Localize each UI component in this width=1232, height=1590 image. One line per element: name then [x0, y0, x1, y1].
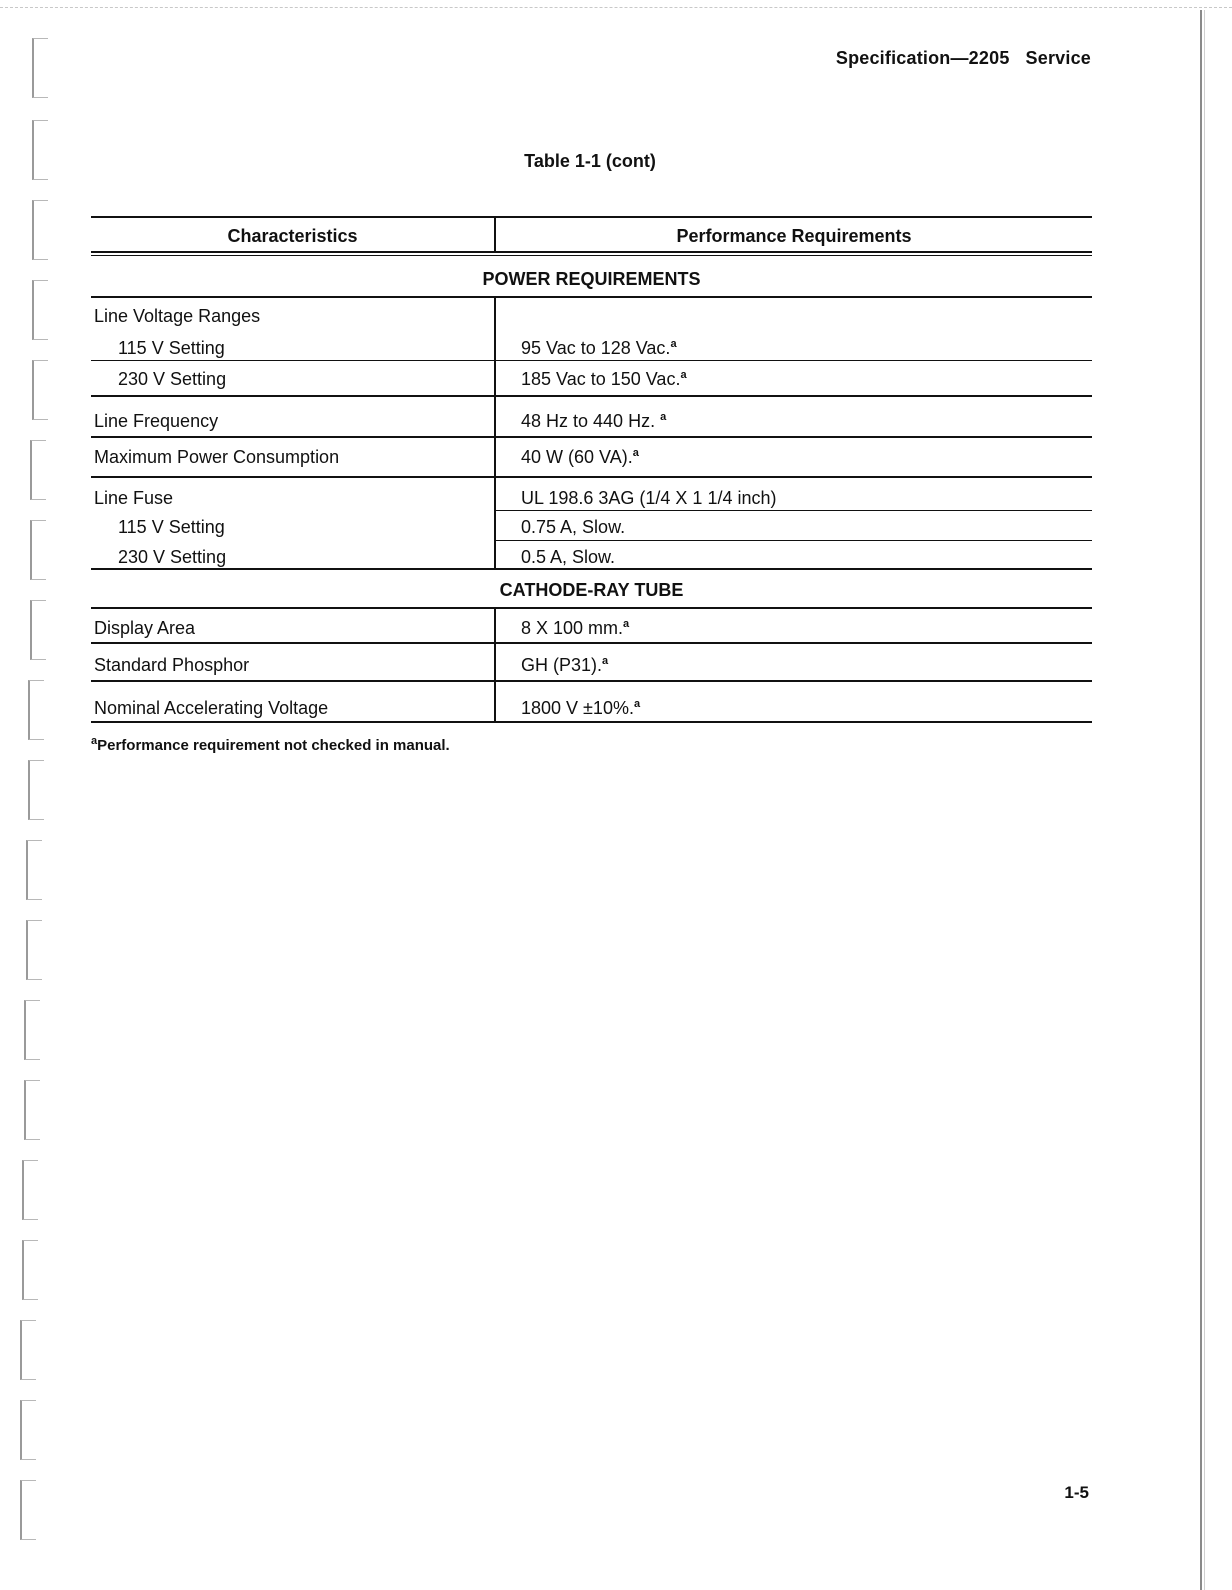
table-caption: Table 1-1 (cont) [524, 151, 656, 171]
binder-hole [32, 38, 48, 98]
row-rule [91, 360, 1092, 361]
row-characteristic: Maximum Power Consumption [94, 447, 340, 467]
binder-hole [22, 1240, 38, 1300]
row-requirement: 0.75 A, Slow. [521, 517, 626, 537]
binder-hole [30, 600, 46, 660]
row-requirement: 0.5 A, Slow. [521, 547, 616, 567]
footnote-marker: a [623, 618, 630, 630]
footnote-marker: a [670, 338, 677, 350]
binder-hole [20, 1320, 36, 1380]
row-rule [91, 395, 1092, 397]
row-requirement: 95 Vac to 128 Vac.$^a$ [521, 338, 677, 358]
table-top-rule [91, 216, 1092, 218]
section-rule [91, 296, 1092, 298]
binder-hole [20, 1400, 36, 1460]
footnote-marker: a [660, 411, 667, 423]
binder-hole [26, 920, 42, 980]
row-rule [91, 476, 1092, 478]
section-rule [91, 607, 1092, 609]
page-top-edge [0, 7, 1232, 8]
row-requirement: 48 Hz to 440 Hz. $^a$ [521, 411, 667, 431]
row-characteristic: 230 V Setting [118, 547, 227, 567]
column-divider [494, 608, 496, 722]
row-rule [91, 642, 1092, 644]
row-characteristic: 115 V Setting [118, 517, 225, 537]
page-right-edge [1200, 10, 1202, 1590]
footnote-marker: a [91, 735, 98, 747]
row-characteristic: 115 V Setting [118, 338, 225, 358]
row-characteristic: Line Voltage Ranges [94, 306, 261, 326]
row-rule [91, 680, 1092, 682]
section-title: POWER REQUIREMENTS [482, 269, 701, 289]
footnote-marker: a [602, 655, 609, 667]
row-requirement: 40 W (60 VA).$^a$ [521, 447, 639, 467]
header-rule-double [91, 255, 1092, 256]
row-requirement: 8 X 100 mm.$^a$ [521, 618, 630, 638]
binder-hole [32, 200, 48, 260]
binder-hole [28, 760, 44, 820]
footnote-marker: a [632, 447, 639, 459]
row-characteristic: 230 V Setting [118, 369, 227, 389]
page-number: 1-5 [1064, 1483, 1089, 1502]
row-characteristic: Nominal Accelerating Voltage [94, 698, 329, 718]
table-bottom-rule [91, 721, 1092, 723]
binder-hole [26, 840, 42, 900]
header-rule [91, 251, 1092, 253]
binder-hole [24, 1000, 40, 1060]
page-right-edge-shadow [1204, 10, 1205, 1590]
binder-hole [28, 680, 44, 740]
row-characteristic: Line Fuse [94, 488, 174, 508]
binder-hole [32, 360, 48, 420]
column-divider [494, 216, 496, 252]
row-requirement: 185 Vac to 150 Vac.$^a$ [521, 369, 687, 389]
header-section: Service [1025, 48, 1091, 68]
binder-hole [20, 1480, 36, 1540]
footnote-marker: a [680, 369, 687, 381]
column-header-performance: Performance Requirements [676, 226, 912, 246]
table-footnote: $^a$Performance requirement not checked in manual. [91, 735, 450, 754]
binder-hole [30, 520, 46, 580]
binder-hole [24, 1080, 40, 1140]
row-rule [495, 510, 1092, 511]
column-divider [494, 297, 496, 569]
row-requirement: UL 198.6 3AG (1/4 X 1 1/4 inch) [521, 488, 777, 508]
running-header [836, 48, 1091, 69]
row-rule [495, 540, 1092, 541]
binder-hole [32, 280, 48, 340]
row-characteristic: Standard Phosphor [94, 655, 250, 675]
row-characteristic: Line Frequency [94, 411, 219, 431]
row-requirement: GH (P31).$^a$ [521, 655, 609, 675]
section-title: CATHODE-RAY TUBE [499, 580, 684, 600]
section-rule [91, 568, 1092, 570]
binder-hole [22, 1160, 38, 1220]
row-characteristic: Display Area [94, 618, 196, 638]
row-requirement: 1800 V ±10%.$^a$ [521, 698, 641, 718]
header-title: Specification—2205 [835, 48, 1010, 68]
column-header-characteristics: Characteristics [227, 226, 358, 246]
binder-hole [30, 440, 46, 500]
footnote-marker: a [633, 698, 641, 710]
row-rule [91, 436, 1092, 438]
